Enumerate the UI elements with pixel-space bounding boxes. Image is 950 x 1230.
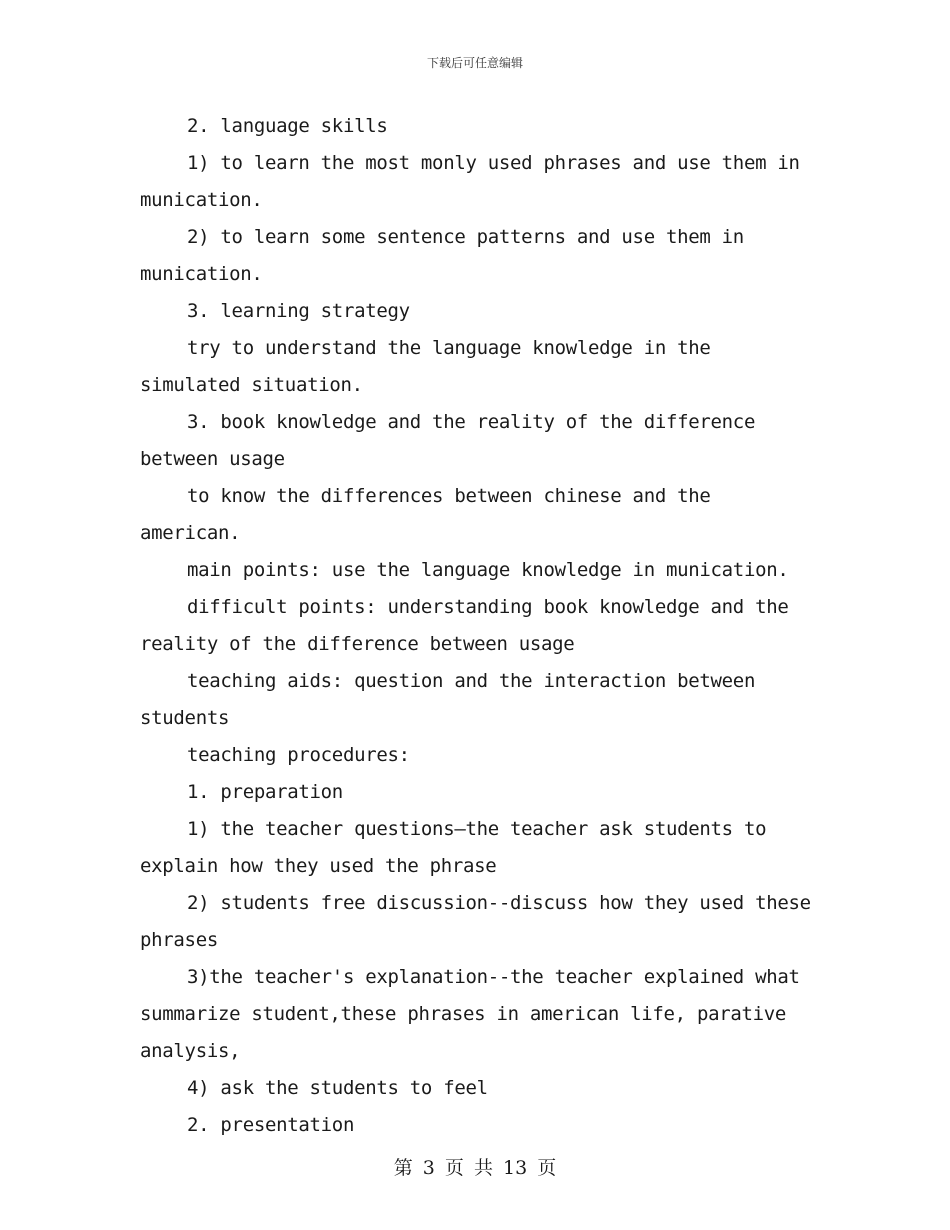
paragraph: teaching procedures: <box>187 744 410 766</box>
page-number-footer: 第 3 页 共 13 页 <box>393 1157 557 1179</box>
paragraph: 1) the teacher questions—the teacher ask students to explain how they used the phrase <box>140 818 767 877</box>
paragraph: 1) to learn the most monly used phrases and use them in munication. <box>140 152 800 211</box>
paragraph: teaching aids: question and the interaction between students <box>140 670 756 729</box>
paragraph: to know the differences between chinese and the american. <box>140 485 711 544</box>
paragraph: 3)the teacher's explanation--the teacher explained what summarize student,these phrases in american life, parative analysis, <box>140 966 800 1062</box>
paragraph: try to understand the language knowledge in the simulated situation. <box>140 337 711 396</box>
paragraph: 3. book knowledge and the reality of the difference between usage <box>140 411 756 470</box>
paragraph: difficult points: understanding book knowledge and the reality of the difference between usage <box>140 596 789 655</box>
paragraph: 2. language skills <box>187 115 388 137</box>
paragraph: main points: use the language knowledge in munication. <box>187 559 789 581</box>
document-body <box>140 108 820 1144</box>
paragraph: 4) ask the students to feel <box>187 1077 488 1099</box>
paragraph: 3. learning strategy <box>187 300 410 322</box>
paragraph: 2) to learn some sentence patterns and use them in munication. <box>140 226 744 285</box>
page-header: 下载后可任意编辑 <box>426 56 523 70</box>
paragraph: 1. preparation <box>187 781 343 803</box>
paragraph: 2) students free discussion--discuss how they used these phrases <box>140 892 811 951</box>
paragraph: 2. presentation <box>187 1114 355 1136</box>
